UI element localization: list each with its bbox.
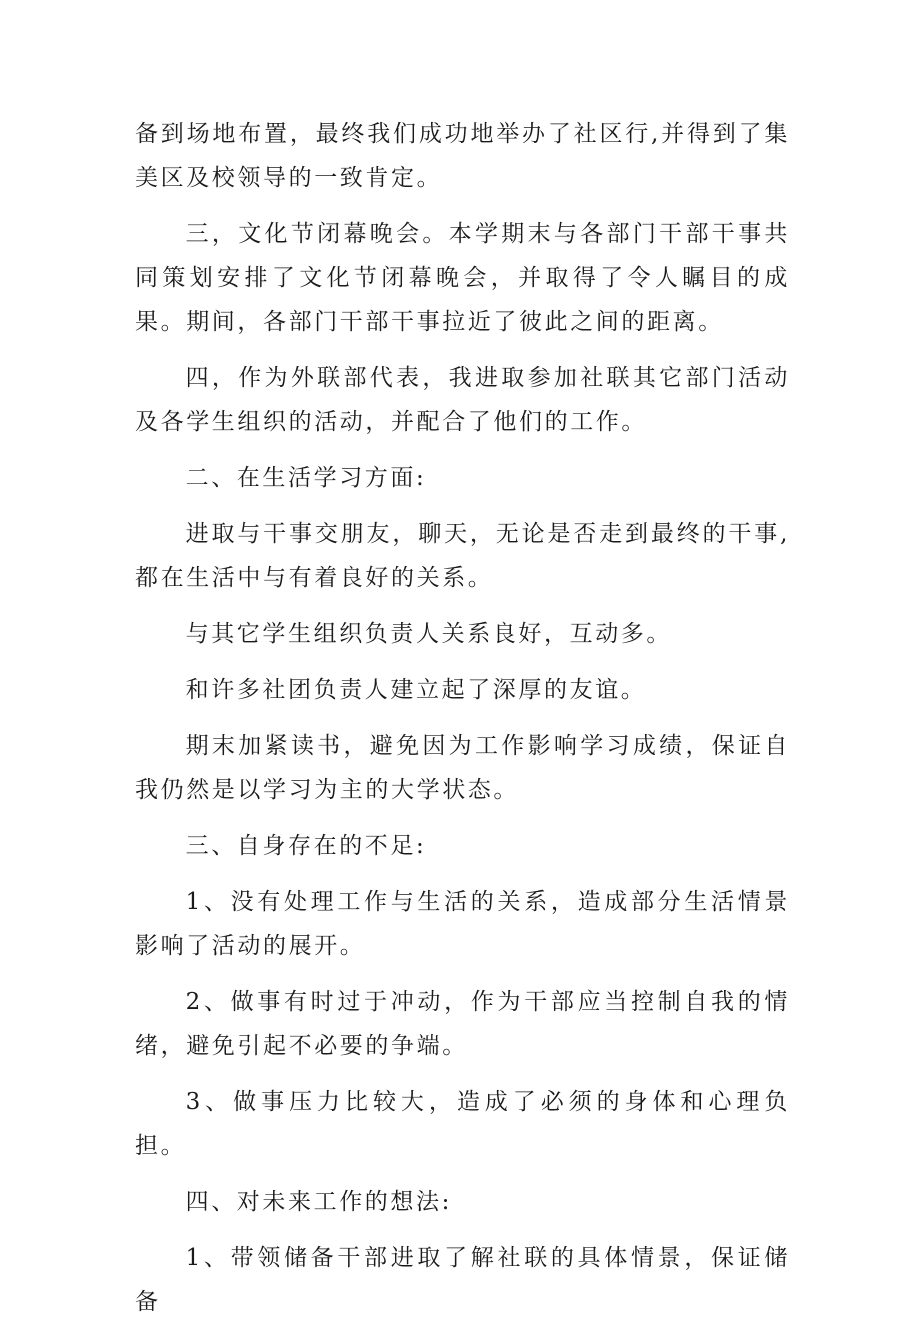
paragraph-make-friends: 进取与干事交朋友，聊天，无论是否走到最终的干事,都在生活中与有着良好的关系。	[135, 521, 790, 591]
list-item-shortcoming-3: 3、做事压力比较大，造成了必须的身体和心理负担。	[135, 1089, 790, 1159]
document-body	[135, 112, 790, 1336]
section-heading-life-study: 二、在生活学习方面:	[185, 465, 427, 491]
paragraph-closing-gala: 三，文化节闭幕晚会。本学期末与各部门干部干事共同策划安排了文化节闭幕晚会，并取得了令人瞩目的成果。期间，各部门干部干事拉近了彼此之间的距离。	[135, 221, 790, 335]
section-heading-shortcomings: 三、自身存在的不足:	[185, 833, 427, 859]
section-heading-future-work: 四、对未来工作的想法:	[185, 1189, 452, 1215]
paragraph-liaison-representative: 四，作为外联部代表，我进取参加社联其它部门活动及各学生组织的活动，并配合了他们的工作。	[135, 365, 790, 435]
paragraph-relations: 与其它学生组织负责人关系良好，互动多。	[185, 621, 672, 647]
list-item-shortcoming-2: 2、做事有时过于冲动，作为干部应当控制自我的情绪，避免引起不必要的争端。	[135, 989, 790, 1059]
paragraph-study: 期末加紧读书，避免因为工作影响学习成绩，保证自我仍然是以学习为主的大学状态。	[135, 733, 790, 803]
paragraph-friendship: 和许多社团负责人建立起了深厚的友谊。	[185, 677, 647, 703]
list-item-shortcoming-1: 1、没有处理工作与生活的关系，造成部分生活情景影响了活动的展开。	[135, 889, 790, 959]
paragraph-continuation: 备到场地布置，最终我们成功地举办了社区行,并得到了集美区及校领导的一致肯定。	[135, 121, 790, 191]
list-item-future-1: 1、带领储备干部进取了解社联的具体情景，保证储备	[135, 1245, 790, 1315]
